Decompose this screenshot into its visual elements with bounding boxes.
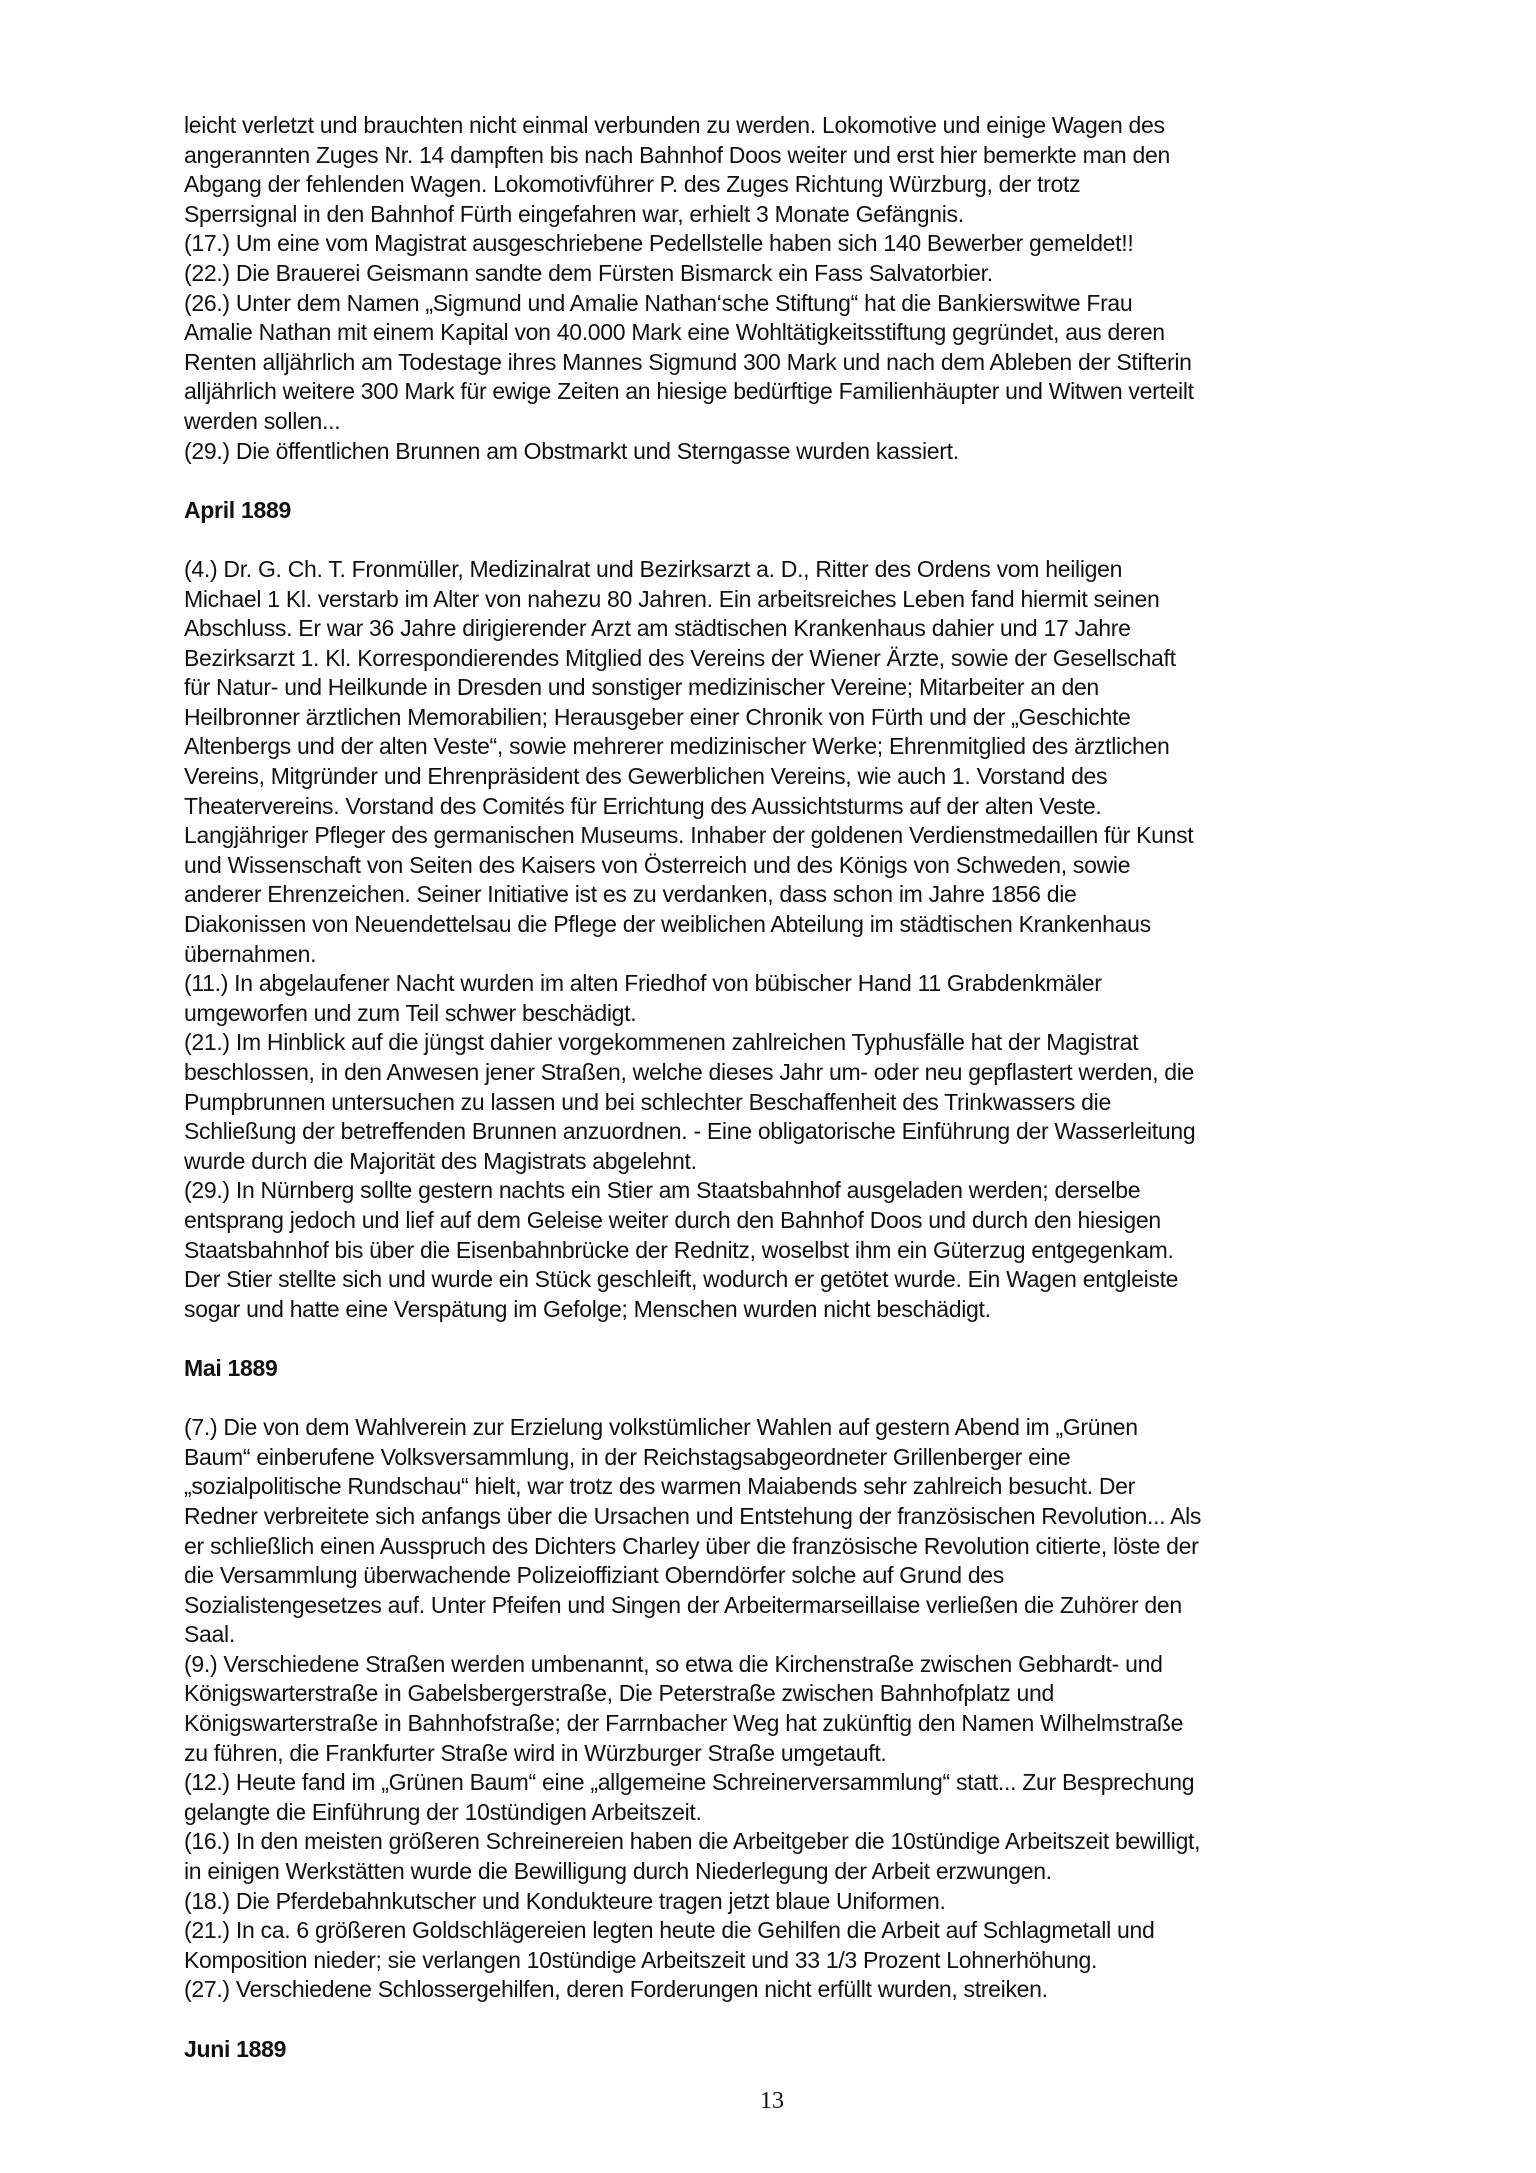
text-line: angerannten Zuges Nr. 14 dampften bis nach Bahnhof Doos weiter und erst hier bemerkte man den xyxy=(184,141,1170,168)
text-line: Saal. xyxy=(184,1621,235,1648)
text-line: Diakonissen von Neuendettelsau die Pflege der weiblichen Abteilung im städtischen Krankenhaus xyxy=(184,911,1151,938)
text-line: Abgang der fehlenden Wagen. Lokomotivführer P. des Zuges Richtung Würzburg, der trotz xyxy=(184,171,1081,198)
text-line: werden sollen... xyxy=(184,407,341,434)
section-heading: Mai 1889 xyxy=(184,1354,278,1381)
section-heading: April 1889 xyxy=(184,496,291,523)
text-line: sogar und hatte eine Verspätung im Gefolge; Menschen wurden nicht beschädigt. xyxy=(184,1295,991,1322)
text-line: Baum“ einberufene Volksversammlung, in der Reichstagsabgeordneter Grillenberger eine xyxy=(184,1443,1071,1470)
text-line: (4.) Dr. G. Ch. T. Fronmüller, Medizinalrat und Bezirksarzt a. D., Ritter des Ordens vom heiligen xyxy=(184,555,1123,582)
text-line: (22.) Die Brauerei Geismann sandte dem Fürsten Bismarck ein Fass Salvatorbier. xyxy=(184,259,993,286)
text-line: Bezirksarzt 1. Kl. Korrespondierendes Mitglied des Vereins der Wiener Ärzte, sowie der Gesellschaft xyxy=(184,644,1176,671)
text-line: leicht verletzt und brauchten nicht einmal verbunden zu werden. Lokomotive und einige Wagen des xyxy=(184,112,1165,138)
text-line: Redner verbreitete sich anfangs über die Ursachen und Entstehung der französischen Revolution... Als xyxy=(184,1502,1202,1529)
text-line: alljährlich weitere 300 Mark für ewige Zeiten an hiesige bedürftige Familienhäupter und Witwen verteilt xyxy=(184,378,1194,405)
text-line: (12.) Heute fand im „Grünen Baum“ eine „allgemeine Schreinerversammlung“ statt... Zur Besprechung xyxy=(184,1769,1195,1796)
text-line: anderer Ehrenzeichen. Seiner Initiative ist es zu verdanken, dass schon im Jahre 1856 die xyxy=(184,881,1077,908)
text-line: Amalie Nathan mit einem Kapital von 40.000 Mark eine Wohltätigkeitsstiftung gegründet, aus deren xyxy=(184,319,1165,346)
text-line: umgeworfen und zum Teil schwer beschädigt. xyxy=(184,999,637,1026)
page-number: 13 xyxy=(760,2088,784,2114)
text-line: in einigen Werkstätten wurde die Bewilligung durch Niederlegung der Arbeit erzwungen. xyxy=(184,1858,1052,1885)
text-line: übernahmen. xyxy=(184,940,317,967)
text-line: Michael 1 Kl. verstarb im Alter von nahezu 80 Jahren. Ein arbeitsreiches Leben fand hiermit seinen xyxy=(184,585,1160,612)
text-line: Schließung der betreffenden Brunnen anzuordnen. - Eine obligatorische Einführung der Wasserleitung xyxy=(184,1118,1196,1145)
blank-line xyxy=(184,2005,1384,2035)
text-line: (9.) Verschiedene Straßen werden umbenannt, so etwa die Kirchenstraße zwischen Gebhardt- und xyxy=(184,1650,1163,1677)
text-line: Vereins, Mitgründer und Ehrenpräsident des Gewerblichen Vereins, wie auch 1. Vorstand des xyxy=(184,763,1108,790)
text-line: (7.) Die von dem Wahlverein zur Erzielung volkstümlicher Wahlen auf gestern Abend im „Grünen xyxy=(184,1414,1138,1441)
text-line: Sozialistengesetzes auf. Unter Pfeifen und Singen der Arbeitermarseillaise verließen die Zuhörer den xyxy=(184,1591,1182,1618)
text-line: beschlossen, in den Anwesen jener Straßen, welche dieses Jahr um- oder neu gepflastert werden, die xyxy=(184,1059,1195,1085)
text-line: Staatsbahnhof bis über die Eisenbahnbrücke der Rednitz, woselbst ihm ein Güterzug entgegenkam. xyxy=(184,1236,1174,1263)
text-line: (18.) Die Pferdebahnkutscher und Kondukteure tragen jetzt blaue Uniformen. xyxy=(184,1887,946,1914)
text-line: Abschluss. Er war 36 Jahre dirigierender Arzt am städtischen Krankenhaus dahier und 17 Jahre xyxy=(184,615,1131,642)
section-heading: Juni 1889 xyxy=(184,2035,287,2062)
blank-line xyxy=(184,466,1384,496)
text-line: (17.) Um eine vom Magistrat ausgeschriebene Pedellstelle haben sich 140 Bewerber gemeldet!! xyxy=(184,230,1134,257)
text-line: (21.) Im Hinblick auf die jüngst dahier vorgekommenen zahlreichen Typhusfälle hat der Magistrat xyxy=(184,1029,1139,1056)
text-line: für Natur- und Heilkunde in Dresden und sonstiger medizinischer Vereine; Mitarbeiter an den xyxy=(184,674,1099,701)
text-line: Renten alljährlich am Todestage ihres Mannes Sigmund 300 Mark und nach dem Ableben der Stifterin xyxy=(184,348,1192,375)
blank-line xyxy=(184,1324,1384,1354)
text-line: die Versammlung überwachende Polizeioffiziant Oberndörfer solche auf Grund des xyxy=(184,1562,1004,1589)
text-line: (27.) Verschiedene Schlossergehilfen, deren Forderungen nicht erfüllt wurden, streiken. xyxy=(184,1976,1048,2003)
blank-line xyxy=(184,525,1384,555)
text-line: er schließlich einen Ausspruch des Dichters Charley über die französische Revolution citierte, löste der xyxy=(184,1532,1199,1559)
text-line: Pumpbrunnen untersuchen zu lassen und bei schlechter Beschaffenheit des Trinkwassers die xyxy=(184,1088,1111,1115)
text-line: wurde durch die Majorität des Magistrats abgelehnt. xyxy=(184,1147,697,1174)
text-line: „sozialpolitische Rundschau“ hielt, war trotz des warmen Maiabends sehr zahlreich besucht. Der xyxy=(184,1473,1136,1500)
text-line: (11.) In abgelaufener Nacht wurden im alten Friedhof von bübischer Hand 11 Grabdenkmäler xyxy=(184,970,1102,997)
text-line: (21.) In ca. 6 größeren Goldschlägereien legten heute die Gehilfen die Arbeit auf Schlagmetall und xyxy=(184,1917,1155,1944)
text-line: und Wissenschaft von Seiten des Kaisers von Österreich und des Königs von Schweden, sowie xyxy=(184,851,1131,878)
text-line: Altenbergs und der alten Veste“, sowie mehrerer medizinischer Werke; Ehrenmitglied des ärztlichen xyxy=(184,733,1170,760)
text-line: Sperrsignal in den Bahnhof Fürth eingefahren war, erhielt 3 Monate Gefängnis. xyxy=(184,200,964,227)
text-line: Heilbronner ärztlichen Memorabilien; Herausgeber einer Chronik von Fürth und der „Geschichte xyxy=(184,703,1131,730)
text-line: gelangte die Einführung der 10stündigen Arbeitszeit. xyxy=(184,1798,702,1825)
document-body xyxy=(184,111,1384,2064)
text-line: Theatervereins. Vorstand des Comités für Errichtung des Aussichtsturms auf der alten Veste. xyxy=(184,792,1102,819)
text-line: Königswarterstraße in Gabelsbergerstraße, Die Peterstraße zwischen Bahnhofplatz und xyxy=(184,1680,1054,1707)
text-line: Langjähriger Pfleger des germanischen Museums. Inhaber der goldenen Verdienstmedaillen für Kunst xyxy=(184,822,1194,849)
text-line: Königswarterstraße in Bahnhofstraße; der Farrnbacher Weg hat zukünftig den Namen Wilhelmstraße xyxy=(184,1710,1184,1737)
text-line: Komposition nieder; sie verlangen 10stündige Arbeitszeit und 33 1/3 Prozent Lohnerhöhung. xyxy=(184,1946,1098,1973)
blank-line xyxy=(184,1384,1384,1414)
text-line: (29.) In Nürnberg sollte gestern nachts ein Stier am Staatsbahnhof ausgeladen werden; derselbe xyxy=(184,1177,1141,1204)
text-line: (16.) In den meisten größeren Schreinereien haben die Arbeitgeber die 10stündige Arbeitszeit bewilligt, xyxy=(184,1828,1201,1855)
text-line: Der Stier stellte sich und wurde ein Stück geschleift, wodurch er getötet wurde. Ein Wagen entgleiste xyxy=(184,1266,1179,1293)
text-line: (26.) Unter dem Namen „Sigmund und Amalie Nathan‘sche Stiftung“ hat die Bankierswitwe Frau xyxy=(184,289,1133,316)
text-line: entsprang jedoch und lief auf dem Geleise weiter durch den Bahnhof Doos und durch den hiesigen xyxy=(184,1206,1161,1233)
text-line: (29.) Die öffentlichen Brunnen am Obstmarkt und Sterngasse wurden kassiert. xyxy=(184,437,959,464)
text-line: zu führen, die Frankfurter Straße wird in Würzburger Straße umgetauft. xyxy=(184,1739,887,1766)
